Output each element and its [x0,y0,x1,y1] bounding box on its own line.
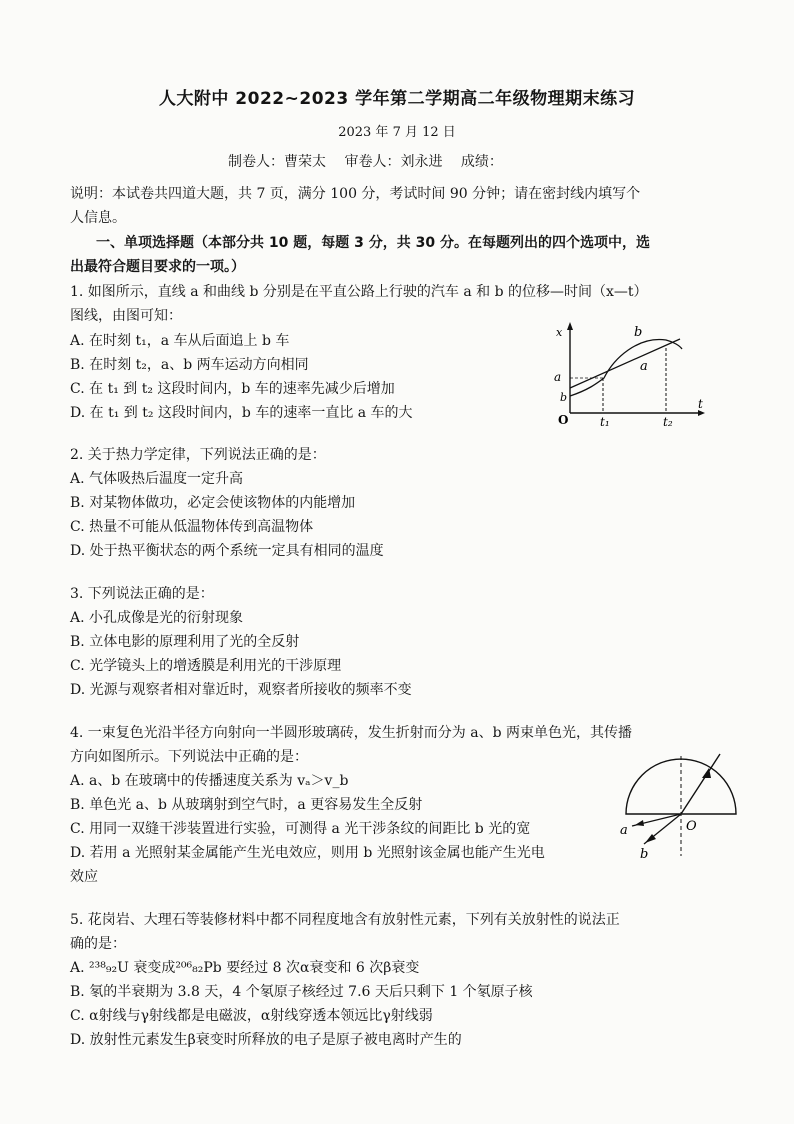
ray-b-label: b [640,847,649,860]
q1-option-d: D. 在 t₁ 到 t₂ 这段时间内，b 车的速率一直比 a 车的大 [70,405,413,421]
x-axis-arrow [567,322,573,330]
q2-option-b: B. 对某物体做功，必定会使该物体的内能增加 [70,495,356,511]
q5-option-b: B. 氡的半衰期为 3.8 天，4 个氡原子核经过 7.6 天后只剩下 1 个氡原子核 [70,984,533,1000]
intro-line-1: 说明：本试卷共四道大题，共 7 页，满分 100 分，考试时间 90 分钟；请在密封线内填写个 [70,186,641,202]
q5-stem-1: 5. 花岗岩、大理石等装修材料中都不同程度地含有放射性元素，下列有关放射性的说法正 [70,912,620,928]
q2-stem: 2. 关于热力学定律，下列说法正确的是： [70,447,326,463]
q3-option-b: B. 立体电影的原理利用了光的全反射 [70,634,300,650]
a-intercept-label: a [554,370,562,384]
t2-label: t₂ [663,415,673,428]
t-axis-label: t [698,397,703,411]
semicircle-glass-figure [616,748,744,860]
q2-option-a: A. 气体吸热后温度一定升高 [70,471,244,487]
q4-stem-1: 4. 一束复色光沿半径方向射向一半圆形玻璃砖，发生折射而分为 a、b 两束单色光，其传播 [70,725,633,741]
ray-a-arrow [635,820,644,826]
author: 制卷人：曹荣太 [228,154,326,170]
q5-option-c: C. α射线与γ射线都是电磁波，α射线穿透本领远比γ射线弱 [70,1008,433,1024]
q4-option-d: D. 若用 a 光照射某金属能产生光电效应，则用 b 光照射该金属也能产生光电 [70,845,545,861]
line-a [570,339,680,388]
q3-option-a: A. 小孔成像是光的衍射现象 [70,610,244,626]
curve-b [570,340,682,396]
q2-option-c: C. 热量不可能从低温物体传到高温物体 [70,519,314,535]
q4-option-d-cont: 效应 [70,869,98,885]
origin-label: O [558,413,569,427]
author-line [228,151,517,171]
q2-option-d: D. 处于热平衡状态的两个系统一定具有相同的温度 [70,543,384,559]
x-axis-label: x [556,326,563,339]
q1-option-c: C. 在 t₁ 到 t₂ 这段时间内，b 车的速率先减少后增加 [70,381,395,397]
exam-date: 2023 年 7 月 12 日 [338,125,456,140]
line-a-label: a [640,359,648,374]
q5-stem-2: 确的是： [70,936,126,952]
q1-stem-1: 1. 如图所示，直线 a 和曲线 b 分别是在平直公路上行驶的汽车 a 和 b 的位移—时间（x—t） [70,284,648,300]
q4-option-c: C. 用同一双缝干涉装置进行实验，可测得 a 光干涉条纹的间距比 b 光的宽 [70,821,531,837]
section-heading-cont: 出最符合题目要求的一项。） [70,259,245,275]
ray-a-label: a [620,823,628,838]
q1-option-a: A. 在时刻 t₁，a 车从后面追上 b 车 [70,333,290,349]
score-field: 成绩： [460,154,503,170]
b-intercept-label: b [560,391,568,404]
q4-option-b: B. 单色光 a、b 从玻璃射到空气时，a 更容易发生全反射 [70,797,423,813]
q1-stem-2: 图线，由图可知： [70,308,182,324]
q3-option-c: C. 光学镜头上的增透膜是利用光的干涉原理 [70,658,342,674]
q3-stem: 3. 下列说法正确的是： [70,586,214,602]
q5-option-d: D. 放射性元素发生β衰变时所释放的电子是原子被电离时产生的 [70,1032,462,1048]
curve-b-label: b [634,325,643,340]
q5-option-a: A. ²³⁸₉₂U 衰变成²⁰⁶₈₂Pb 要经过 8 次α衰变和 6 次β衰变 [70,960,420,976]
t1-label: t₁ [600,415,610,428]
q1-option-b: B. 在时刻 t₂，a、b 两车运动方向相同 [70,357,309,373]
q4-option-a: A. a、b 在玻璃中的传播速度关系为 vₐ＞v_b [70,773,349,789]
center-label: O [686,819,697,834]
q4-stem-2: 方向如图所示。下列说法中正确的是： [70,749,308,765]
reviewer: 审卷人：刘永进 [344,154,443,170]
q3-option-d: D. 光源与观察者相对靠近时，观察者所接收的频率不变 [70,682,412,698]
page-title: 人大附中 2022~2023 学年第二学期高二年级物理期末练习 [158,89,636,109]
intro-line-2: 人信息。 [70,210,126,226]
xt-graph-figure [548,318,708,428]
section-heading: 一、单项选择题（本部分共 10 题，每题 3 分，共 30 分。在每题列出的四个选项中，选 [96,235,650,251]
